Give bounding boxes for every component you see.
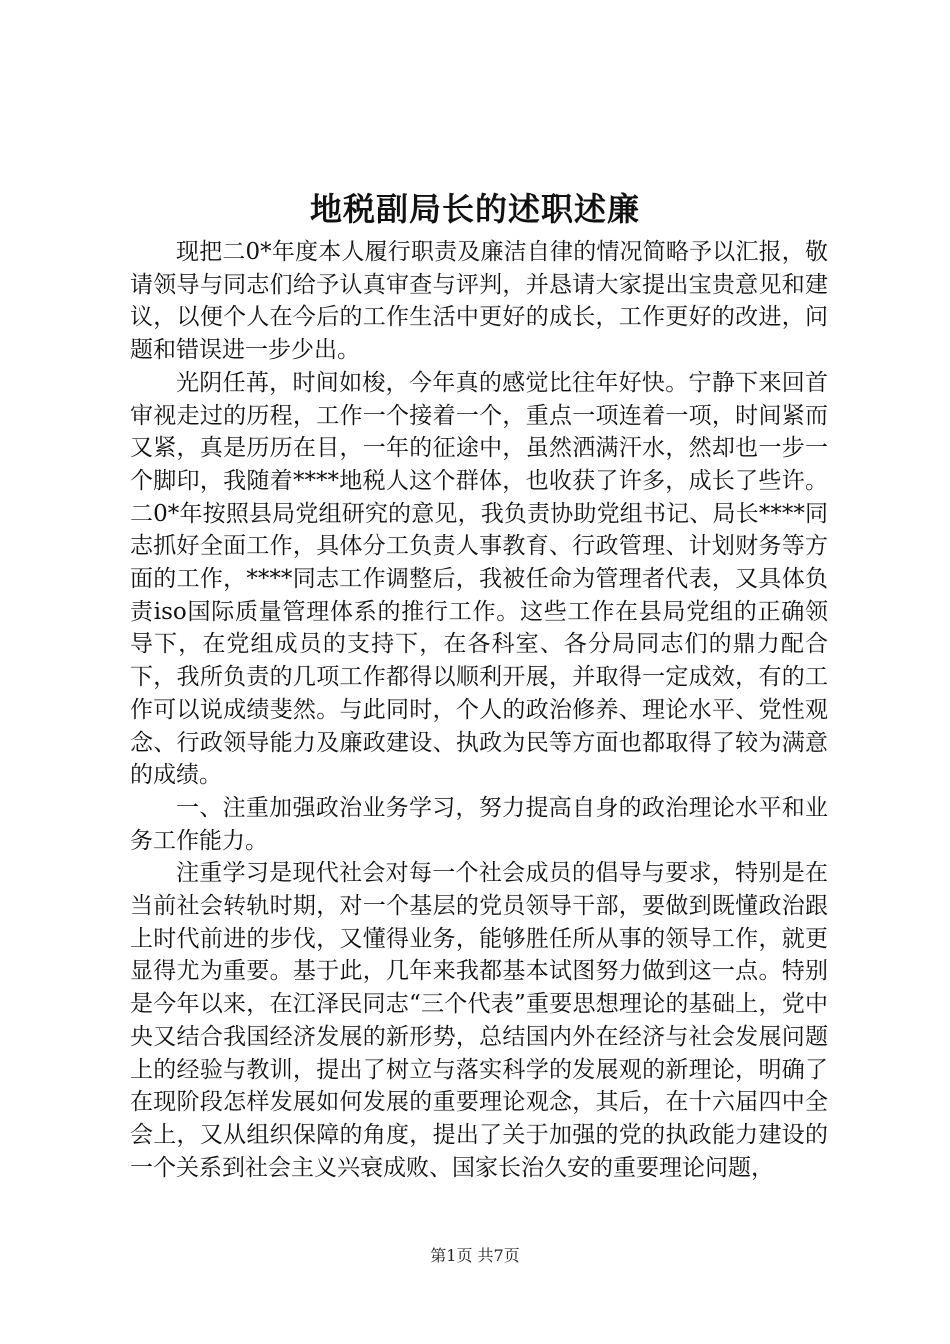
paragraph-intro: 现把二0*年度本人履行职责及廉洁自律的情况简略予以汇报，敬请领导与同志们给予认真审查与评判，并恳请大家提出宝贵意见和建议，以便个人在今后的工作生活中更好的成长，工作更好的改进，问题和错误进一步少出。: [130, 239, 828, 364]
document-title: 地税副局长的述职述廉: [309, 190, 640, 228]
document-body: [130, 236, 828, 1184]
paragraph-review: 光阴任苒，时间如梭，今年真的感觉比往年好快。宁静下来回首审视走过的历程，工作一个接着一个，重点一项连着一项，时间紧而又紧，真是历历在目，一年的征途中，虽然洒满汗水，然却也一步一个脚印，我随着****地税人这个群体，也收获了许多，成长了些许。二0*年按照县局党组研究的意见，我负责协助党组书记、局长****同志抓好全面工作，具体分工负责人事教育、行政管理、计划财务等方面的工作，****同志工作调整后，我被任命为管理者代表，又具体负责iso国际质量管理体系的推行工作。这些工作在县局党组的正确领导下，在党组成员的支持下，在各科室、各分局同志们的鼎力配合下，我所负责的几项工作都得以顺利开展，并取得一定成效，有的工作可以说成绩斐然。与此同时，个人的政治修养、理论水平、党性观念、行政领导能力及廉政建设、执政为民等方面也都取得了较为满意的成绩。: [130, 369, 828, 789]
page-footer: 第1页 共7页: [430, 1246, 520, 1265]
paragraph-section-heading: 一、注重加强政治业务学习，努力提高自身的政治理论水平和业务工作能力。: [130, 794, 828, 854]
paragraph-study: 注重学习是现代社会对每一个社会成员的倡导与要求，特别是在当前社会转轨时期，对一个基层的党员领导干部，要做到既懂政治跟上时代前进的步伐，又懂得业务，能够胜任所从事的领导工作，就更显得尤为重要。基于此，几年来我都基本试图努力做到这一点。特别是今年以来，在江泽民同志“三个代表”重要思想理论的基础上，党中央又结合我国经济发展的新形势，总结国内外在经济与社会发展问题上的经验与教训，提出了树立与落实科学的发展观的新理论，明确了在现阶段怎样发展如何发展的重要理论观念，其后，在十六届四中全会上，又从组织保障的角度，提出了关于加强的党的执政能力建设的一个关系到社会主义兴衰成败、国家长治久安的重要理论问题，: [130, 860, 828, 1181]
